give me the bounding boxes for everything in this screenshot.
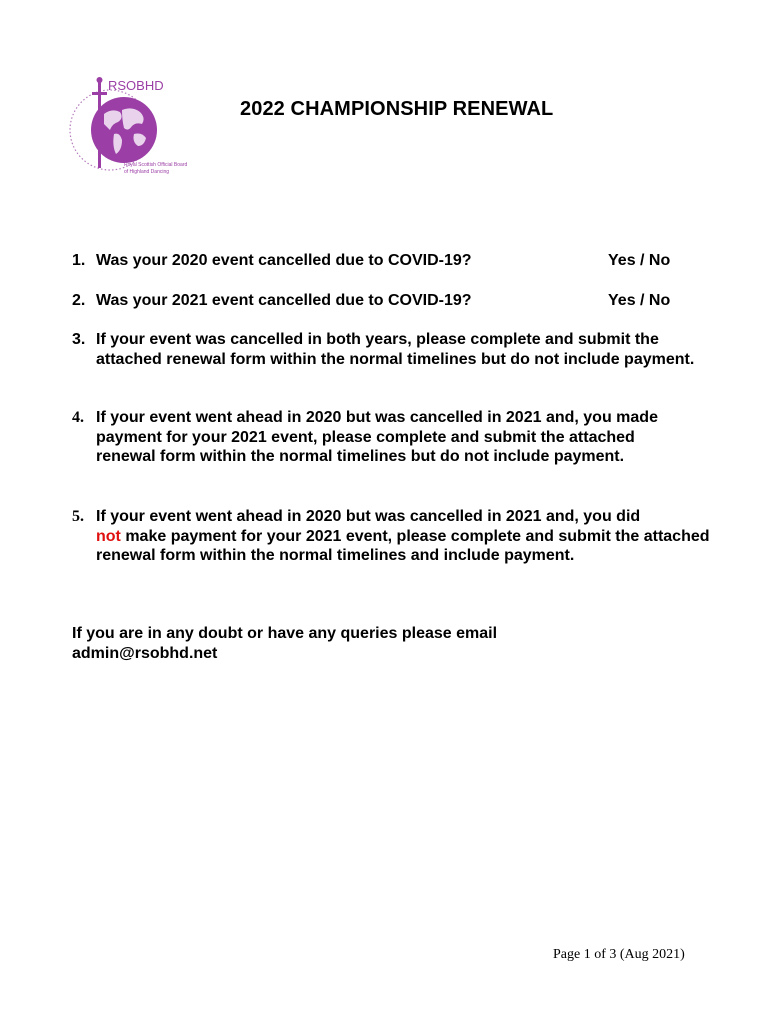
question-text: Was your 2021 event cancelled due to COVID-19? xyxy=(96,292,472,309)
question-number: 2. xyxy=(72,292,86,309)
question-text: Was your 2020 event cancelled due to COVID-19? xyxy=(96,252,472,269)
question-text: If your event went ahead in 2020 but was cancelled in 2021 and, you made payment for your 2021 event, please complete and submit the attached renewal form within the normal timelines but do not include payment. xyxy=(96,409,658,466)
question-number: 3. xyxy=(72,331,86,348)
logo-tagline-1: Royal Scottish Official Board xyxy=(124,162,188,168)
yes-no-answer[interactable]: Yes / No xyxy=(608,252,671,269)
question-number: 5. xyxy=(72,508,84,525)
question-number: 4. xyxy=(72,409,84,426)
question-text: If your event was cancelled in both years, please complete and submit the attached renewal form within the normal timelines but do not include payment. xyxy=(96,331,695,368)
question-text-start: If your event went ahead in 2020 but was cancelled in 2021 and, you did xyxy=(96,508,641,525)
logo-text: RSOBHD xyxy=(108,78,164,93)
contact-section xyxy=(72,624,497,664)
yes-no-answer[interactable]: Yes / No xyxy=(608,292,671,309)
rsobhd-logo xyxy=(64,74,188,176)
contact-email[interactable]: admin@rsobhd.net xyxy=(72,645,218,662)
question-text xyxy=(96,507,721,566)
contact-text: If you are in any doubt or have any queries please email xyxy=(72,625,498,642)
page-footer: Page 1 of 3 (Aug 2021) xyxy=(553,947,685,962)
globe-logo-icon xyxy=(64,74,188,176)
logo-tagline-2: of Highland Dancing xyxy=(124,169,170,175)
question-number: 1. xyxy=(72,252,86,269)
page-title: 2022 CHAMPIONSHIP RENEWAL xyxy=(240,98,554,120)
question-text-end: make payment for your 2021 event, please complete and submit the attached renewal form within the normal timelines and include payment. xyxy=(96,527,710,565)
emphasis-not: not xyxy=(96,527,121,545)
